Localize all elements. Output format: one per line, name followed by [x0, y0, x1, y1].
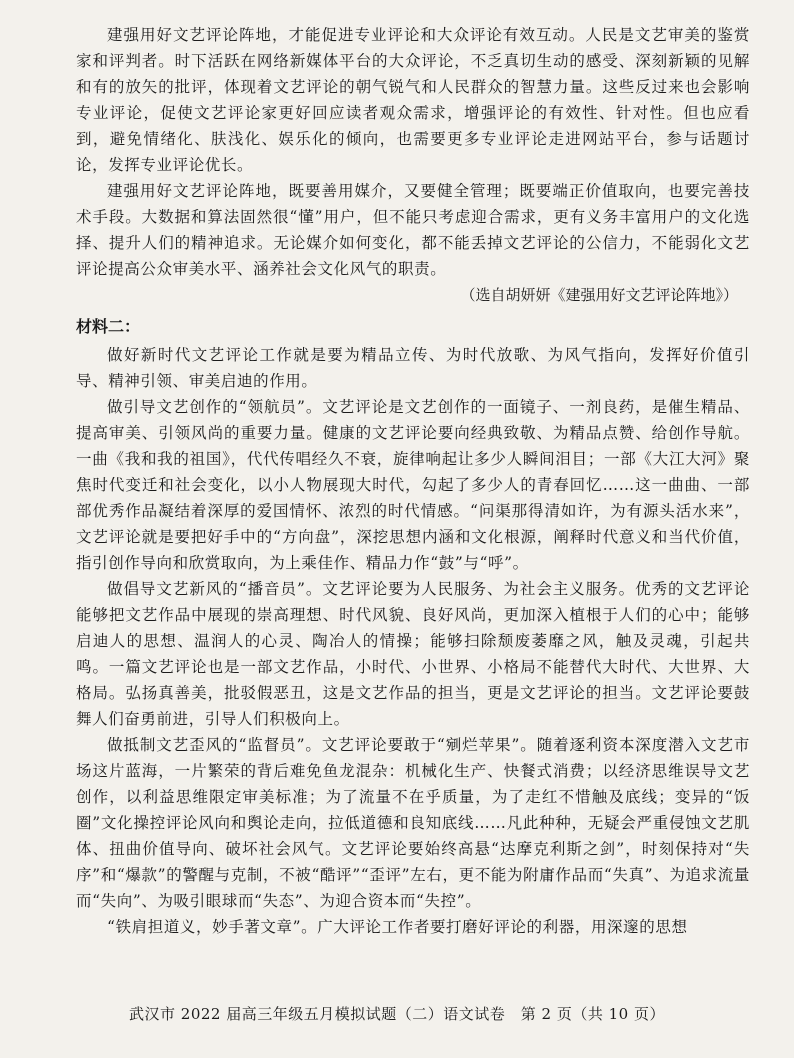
- material-two-heading: 材料二：: [76, 317, 141, 336]
- body-paragraph: 做好新时代文艺评论工作就是要为精品立传、为时代放歌、为风气指向，发挥好价值引导、精神引领、审美启迪的作用。: [76, 346, 750, 390]
- body-paragraph: 做引导文艺创作的“领航员”。文艺评论是文艺创作的一面镜子、一剂良药，是催生精品、提高审美、引领风尚的重要力量。健康的文艺评论要向经典致敬、为精品点赞、给创作导航。一曲《我和我的祖国》，代代传唱经久不衰，旋律响起让多少人瞬间泪目；一部《大江大河》聚焦时代变迁和社会变化，以小人物展现大时代，勾起了多少人的青春回忆……这一曲曲、一部部优秀作品凝结着深厚的爱国情怀、浓烈的时代情感。“问渠那得清如许，为有源头活水来”，文艺评论就是要把好手中的“方向盘”，深挖思想内涵和文化根源，阐释时代意义和当代价值，指引创作导向和欣赏取向，为上乘佳作、精品力作“鼓”与“呼”。: [76, 398, 750, 572]
- body-paragraph: 建强用好文艺评论阵地，既要善用媒介，又要健全管理；既要端正价值取向，也要完善技术手段。大数据和算法固然很“懂”用户，但不能只考虑迎合需求，更有义务丰富用户的文化选择、提升人们的精神追求。无论媒介如何变化，都不能丢掉文艺评论的公信力，不能弱化文艺评论提高公众审美水平、涵养社会文化风气的职责。: [76, 182, 750, 278]
- body-paragraph: “铁肩担道义，妙手著文章”。广大评论工作者要打磨好评论的利器，用深邃的思想: [107, 918, 688, 936]
- body-paragraph: 建强用好文艺评论阵地，才能促进专业评论和大众评论有效互动。人民是文艺审美的鉴赏家和评判者。时下活跃在网络新媒体平台的大众评论，不乏真切生动的感受、深刻新颖的见解和有的放矢的批评，体现着文艺评论的朝气锐气和人民群众的智慧力量。这些反过来也会影响专业评论，促使文艺评论家更好回应读者观众需求，增强评论的有效性、针对性。但也应看到，避免情绪化、肤浅化、娱乐化的倾向，也需要更多专业评论走进网站平台，参与话题讨论，发挥专业评论优长。: [76, 26, 750, 174]
- page-footer: 武汉市 2022 届高三年级五月模拟试题（二）语文试卷 第 2 页（共 10 页）: [129, 1005, 665, 1023]
- source-citation: （选自胡妍妍《建强用好文艺评论阵地》）: [460, 286, 738, 304]
- body-paragraph: 做倡导文艺新风的“播音员”。文艺评论要为人民服务、为社会主义服务。优秀的文艺评论能够把文艺作品中展现的崇高理想、时代风貌、良好风尚，更加深入植根于人们的心中；能够启迪人的思想、温润人的心灵、陶冶人的情操；能够扫除颓废萎靡之风，触及灵魂，引起共鸣。一篇文艺评论也是一部文艺作品，小时代、小世界、小格局不能替代大时代、大世界、大格局。弘扬真善美，批驳假恶丑，这是文艺作品的担当，更是文艺评论的担当。文艺评论要鼓舞人们奋勇前进，引导人们积极向上。: [76, 580, 750, 728]
- body-paragraph: 做抵制文艺歪风的“监督员”。文艺评论要敢于“剜烂苹果”。随着逐利资本深度潜入文艺市场这片蓝海，一片繁荣的背后难免鱼龙混杂：机械化生产、快餐式消费；以经济思维误导文艺创作，以利益思维限定审美标准；为了流量不在乎质量，为了走红不惜触及底线；变异的“饭圈”文化操控评论风向和舆论走向，拉低道德和良知底线……凡此种种，无疑会严重侵蚀文艺肌体、扭曲价值导向、破坏社会风气。文艺评论要始终高悬“达摩克利斯之剑”，时刻保持对“失序”和“爆款”的警醒与克制，不被“酷评”“歪评”左右，更不能为附庸作品而“失真”、为追求流量而“失向”、为吸引眼球而“失态”、为迎合资本而“失控”。: [76, 736, 750, 910]
